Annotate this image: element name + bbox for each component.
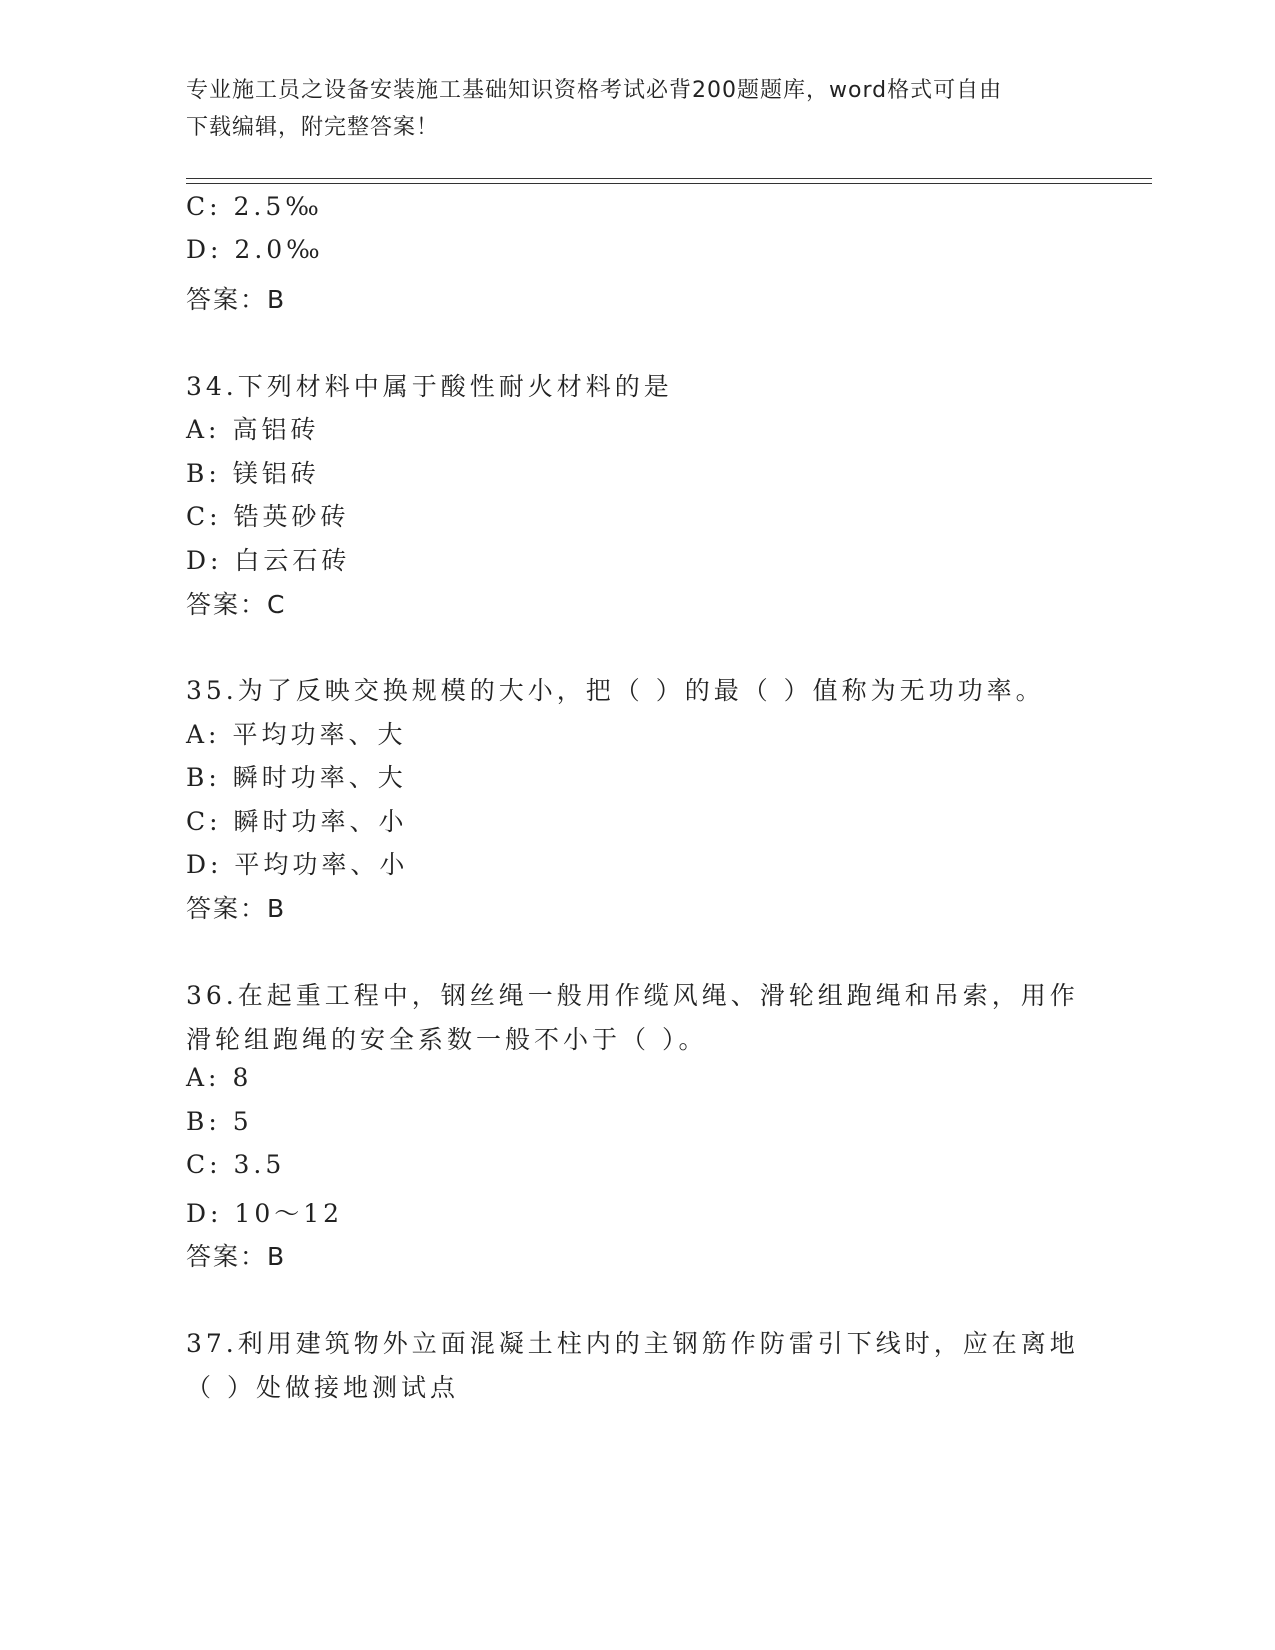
option-text: 锆英砂砖 [233, 502, 350, 531]
option-label: C: [186, 502, 222, 531]
option-line [186, 845, 408, 881]
option-label: B: [186, 1107, 221, 1136]
header-title-line-1: 专业施工员之设备安装施工基础知识资格考试必背200题题库，word格式可自由 [186, 78, 1003, 103]
option-text: 2.5‰ [233, 192, 323, 221]
option-label: A: [186, 415, 221, 444]
question-stem [186, 671, 1045, 707]
option-line [186, 541, 350, 577]
option-text: 5 [232, 1107, 253, 1136]
answer-label: 答案： [186, 894, 268, 923]
option-text: 平均功率、小 [234, 850, 409, 879]
option-line [186, 758, 407, 794]
option-text: 2.0‰ [234, 235, 324, 264]
header-title-line-2: 下载编辑，附完整答案！ [186, 115, 440, 140]
option-line [186, 454, 320, 490]
option-label: C: [186, 192, 222, 221]
question-stem-continued [186, 1368, 459, 1404]
option-label: C: [186, 1150, 222, 1179]
question-text: 滑轮组跑绳的安全系数一般不小于（ ）。 [186, 1025, 708, 1054]
option-label: B: [186, 763, 221, 792]
question-text: 为了反映交换规模的大小，把（ ）的最（ ）值称为无功功率。 [237, 676, 1045, 705]
answer-value: C [267, 590, 286, 619]
option-label: A: [186, 1063, 221, 1092]
option-line [186, 1194, 343, 1230]
option-line [186, 1063, 252, 1092]
question-number: 36. [186, 981, 238, 1010]
option-text: 10～12 [234, 1199, 344, 1228]
answer-value: B [267, 285, 286, 314]
option-label: C: [186, 807, 222, 836]
option-line [186, 192, 323, 221]
option-label: A: [186, 720, 221, 749]
question-text: 在起重工程中，钢丝绳一般用作缆风绳、滑轮组跑绳和吊索，用作 [237, 981, 1079, 1010]
option-text: 瞬时功率、大 [232, 763, 407, 792]
option-text: 瞬时功率、小 [233, 807, 408, 836]
document-header [186, 72, 1066, 146]
option-text: 镁铝砖 [232, 459, 320, 488]
option-line [186, 1107, 253, 1136]
answer-line [186, 585, 285, 621]
option-label: D: [186, 1199, 223, 1228]
option-text: 3.5 [233, 1150, 286, 1179]
option-line [186, 802, 408, 838]
answer-value: B [267, 1242, 286, 1271]
question-stem [186, 1324, 1079, 1360]
answer-label: 答案： [186, 285, 268, 314]
question-stem-continued [186, 1020, 707, 1056]
answer-label: 答案： [186, 1242, 268, 1271]
option-text: 8 [232, 1063, 253, 1092]
answer-label: 答案： [186, 590, 268, 619]
answer-value: B [267, 894, 286, 923]
option-text: 白云石砖 [234, 546, 351, 575]
question-number: 34. [186, 372, 238, 401]
option-label: D: [186, 850, 223, 879]
question-text: 下列材料中属于酸性耐火材料的是 [237, 372, 673, 401]
option-line [186, 235, 324, 264]
question-stem [186, 367, 673, 403]
option-line [186, 715, 406, 751]
header-divider-top [186, 178, 1152, 179]
question-text: 利用建筑物外立面混凝土柱内的主钢筋作防雷引下线时，应在离地 [237, 1329, 1079, 1358]
answer-line [186, 1237, 285, 1273]
option-text: 平均功率、大 [232, 720, 407, 749]
header-divider-bottom [186, 183, 1152, 184]
question-stem [186, 976, 1079, 1012]
option-label: D: [186, 546, 223, 575]
option-line [186, 410, 319, 446]
option-label: B: [186, 459, 221, 488]
question-text: （ ）处做接地测试点 [186, 1373, 459, 1402]
option-line [186, 497, 350, 533]
question-number: 37. [186, 1329, 238, 1358]
answer-line [186, 889, 285, 925]
option-text: 高铝砖 [232, 415, 320, 444]
question-number: 35. [186, 676, 238, 705]
answer-line [186, 280, 285, 316]
option-label: D: [186, 235, 223, 264]
option-line [186, 1150, 285, 1179]
